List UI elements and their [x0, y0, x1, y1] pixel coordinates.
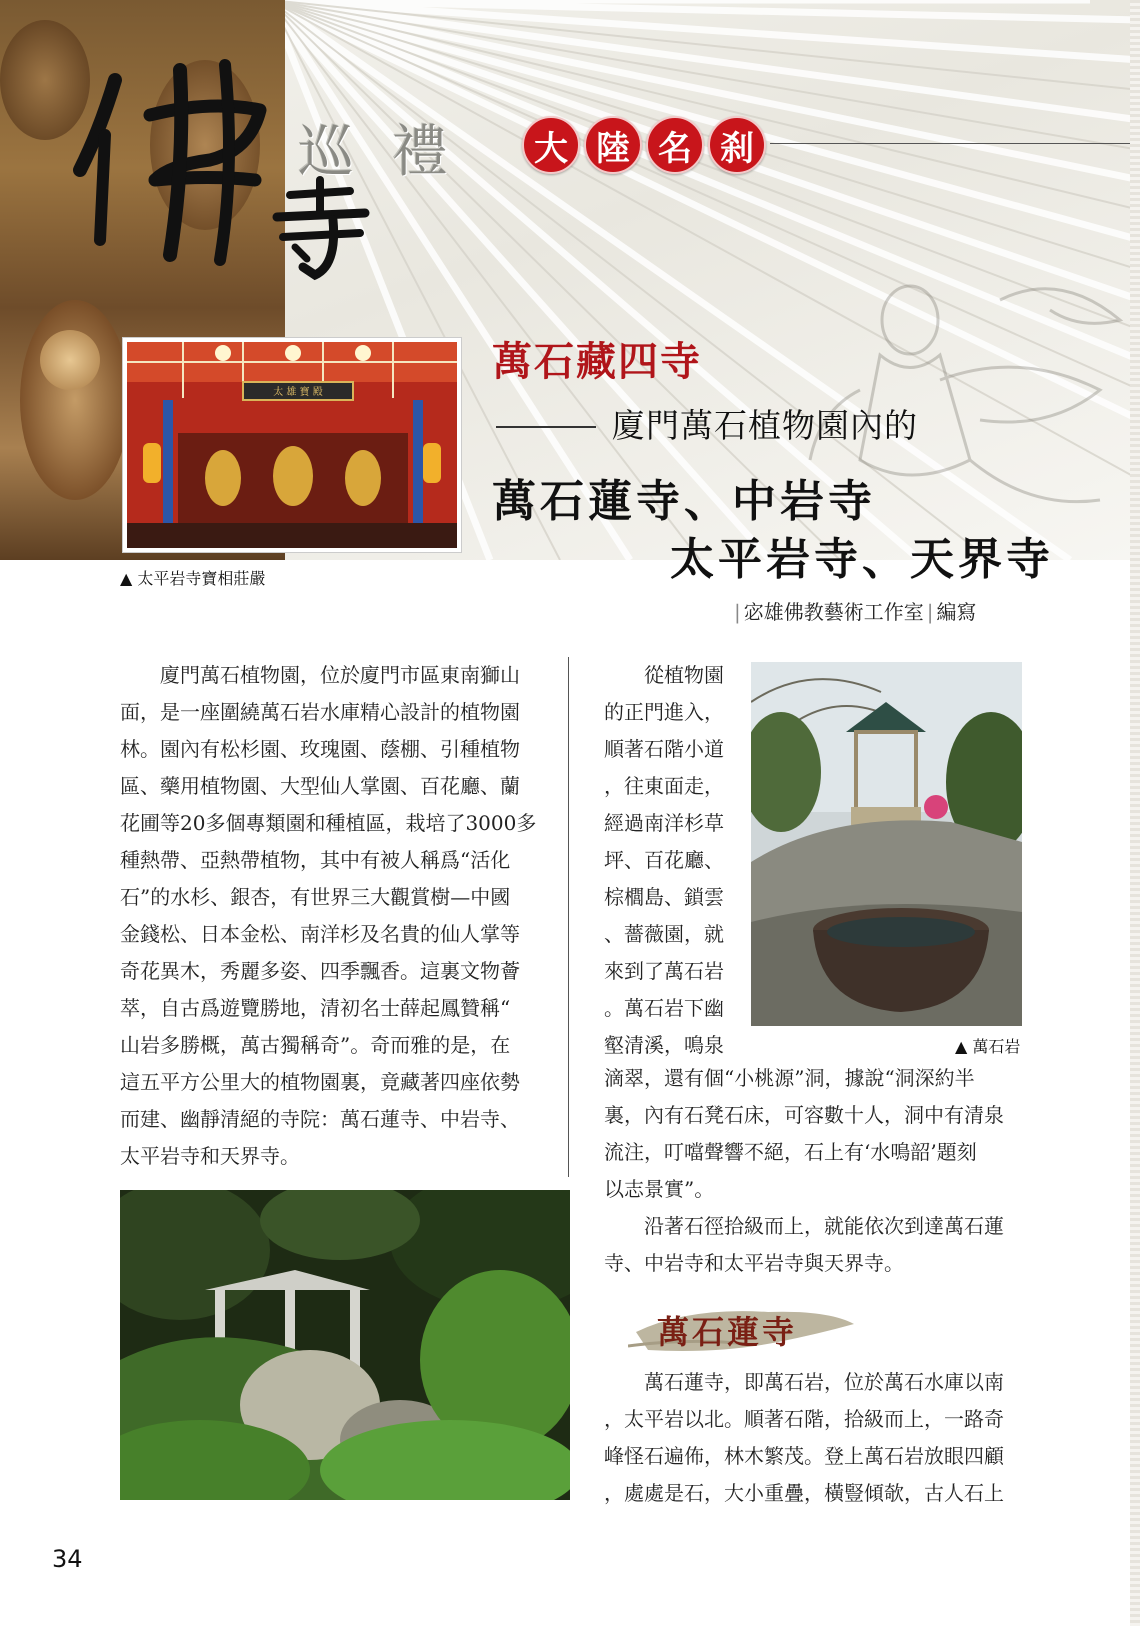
text-line: 太平岩寺和天界寺。	[120, 1144, 300, 1168]
intro-paragraph	[120, 657, 542, 694]
text-line: 峰怪石遍佈，林木繁茂。登上萬石岩放眼四顧	[604, 1444, 1004, 1468]
tour-label: 巡 禮	[298, 120, 458, 185]
text-line: 萃，自古爲遊覽勝地，清初名士薛起鳳贊稱“	[120, 996, 511, 1020]
text-line: 寺、中岩寺和太平岩寺與天界寺。	[604, 1251, 904, 1275]
section-title: 萬石蓮寺	[657, 1313, 798, 1351]
byline: | 宓雄佛教藝術工作室 | 編寫	[734, 600, 977, 624]
text-line: 而建、幽靜清絕的寺院：萬石蓮寺、中岩寺、	[120, 1107, 520, 1131]
garden-entry-paragraph	[604, 657, 734, 694]
text-line: 山岩多勝概，萬古獨稱奇”。奇而雅的是，在	[120, 1033, 511, 1057]
text-line: 坪、百花廳、	[604, 848, 724, 872]
header-rule	[770, 143, 1130, 144]
temple-hall-photo	[123, 338, 461, 552]
text-line: 花圃等20多個專類園和種植區，栽培了3000多	[120, 811, 537, 835]
body-right-narrow-column	[604, 657, 734, 1064]
pavilion-garden-photo	[120, 1190, 570, 1500]
temples-heading-line-1: 萬石蓮寺、中岩寺	[492, 476, 876, 527]
byline-role: 編寫	[936, 600, 977, 624]
text-line: 裏，內有石凳石床，可容數十人，洞中有清泉	[604, 1103, 1004, 1127]
text-line: 順著石階小道	[604, 737, 724, 761]
text-line: 經過南洋杉草	[604, 811, 724, 835]
text-line: 從植物園	[644, 663, 724, 687]
subtitle-dash	[496, 426, 596, 428]
text-line: 種熱帶、亞熱帶植物，其中有被人稱爲“活化	[120, 848, 511, 872]
text-line: 金錢松、日本金松、南洋杉及名貴的仙人掌等	[120, 922, 520, 946]
page-number: 34	[52, 1545, 83, 1573]
wanshi-rock-photo	[751, 662, 1022, 1026]
text-line: 以志景實”。	[604, 1177, 715, 1201]
text-line: 林。園內有松杉園、玫瑰園、蔭棚、引種植物	[120, 737, 520, 761]
text-line: 奇花異木，秀麗多姿、四季飄香。這裏文物薈	[120, 959, 520, 983]
stone-photo-caption: ▲ 萬石岩	[955, 1037, 1021, 1056]
temple-plaque-text: 太 雄 寶 殿	[273, 387, 323, 398]
section-paragraph	[604, 1364, 1024, 1401]
text-line: 、薔薇園，就	[604, 922, 724, 946]
badge-char: 刹	[708, 116, 766, 174]
badge-char: 大	[522, 116, 580, 174]
temple-photo-caption: ▲ 太平岩寺寶相莊嚴	[120, 569, 266, 588]
body-left-column	[120, 657, 542, 1175]
text-line: 沿著石徑拾級而上，就能依次到達萬石蓮	[644, 1214, 1004, 1238]
region-badges	[522, 116, 766, 174]
text-line: 滴翠，還有個“小桃源”洞，據說“洞深約半	[604, 1066, 975, 1090]
article-title: 萬石藏四寺	[492, 338, 702, 385]
text-line: 來到了萬石岩	[604, 959, 724, 983]
calligraphy-fo-character	[60, 40, 290, 270]
temples-heading-line-2: 太平岩寺、天界寺	[670, 534, 1054, 585]
text-line: 廈門萬石植物園，位於廈門市區東南獅山	[160, 663, 520, 687]
text-line: ，處處是石，大小重疊，橫豎傾欹，古人石上	[604, 1481, 1004, 1505]
text-line: ，太平岩以北。順著石階，拾級而上，一路奇	[604, 1407, 1004, 1431]
text-line: 萬石蓮寺，即萬石岩，位於萬石水庫以南	[644, 1370, 1004, 1394]
text-line: 壑清溪，鳴泉	[604, 1033, 724, 1057]
badge-char: 陸	[584, 116, 642, 174]
text-line: 石”的水杉、銀杏，有世界三大觀賞樹—中國	[120, 885, 511, 909]
section-body	[604, 1364, 1024, 1512]
text-line: ，往東面走，	[604, 774, 724, 798]
text-line: 面，是一座圍繞萬石岩水庫精心設計的植物園	[120, 700, 520, 724]
column-divider	[568, 657, 569, 1177]
text-line: 流注，叮噹聲響不絕，石上有‘水鳴韶’題刻	[604, 1140, 977, 1164]
body-right-wide-column	[604, 1060, 1024, 1282]
text-line: 。萬石岩下幽	[604, 996, 724, 1020]
text-line: 區、藥用植物園、大型仙人掌園、百花廳、蘭	[120, 774, 520, 798]
page-edge-strip	[1130, 0, 1140, 1626]
text-line: 棕櫚島、鎖雲	[604, 885, 724, 909]
text-line: 這五平方公里大的植物園裏，竟藏著四座依勢	[120, 1070, 520, 1094]
path-paragraph	[604, 1208, 1024, 1245]
article-subtitle: 廈門萬石植物園內的	[612, 406, 918, 445]
text-line: 的正門進入，	[604, 700, 724, 724]
byline-author: 宓雄佛教藝術工作室	[743, 600, 924, 624]
badge-char: 名	[646, 116, 704, 174]
calligraphy-si-character	[265, 175, 375, 285]
